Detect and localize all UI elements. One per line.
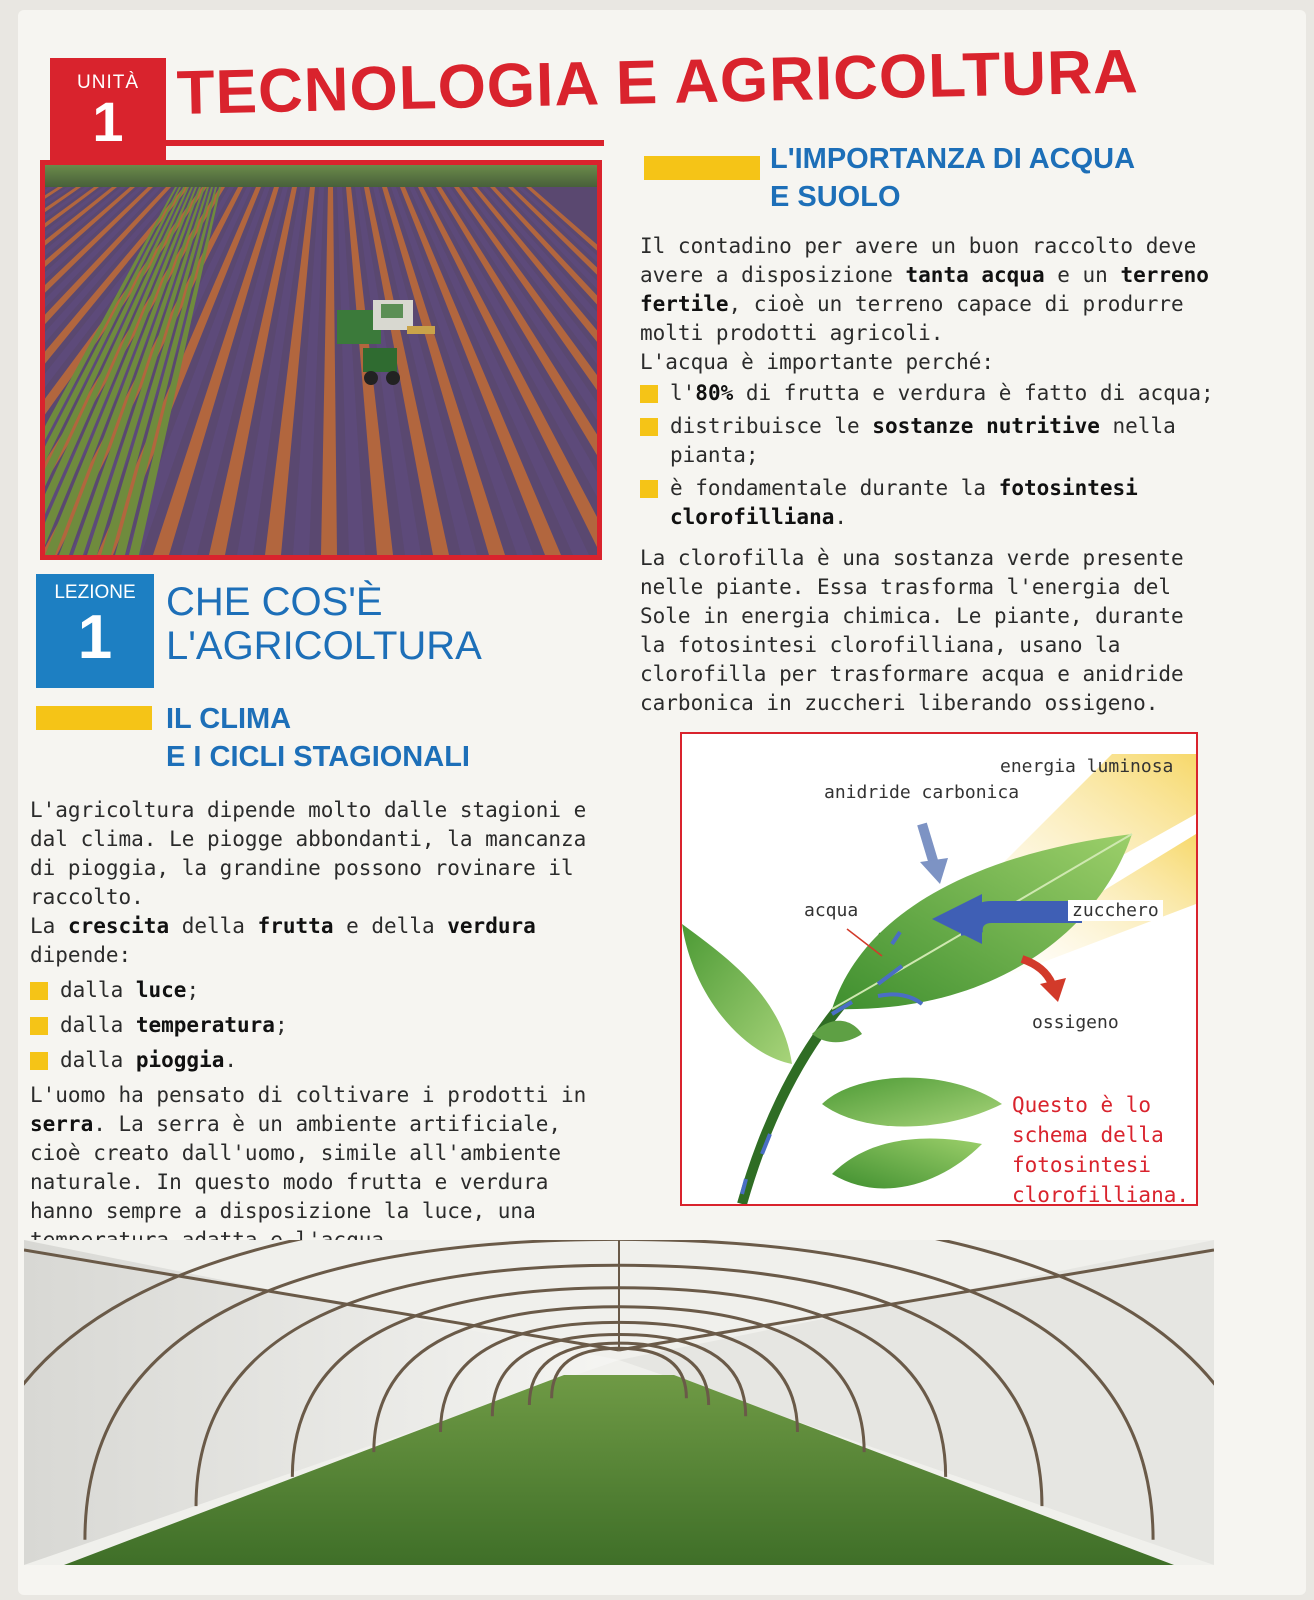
- water-title-line2: E SUOLO: [770, 181, 901, 213]
- text-span: Il contadino per avere un buon raccolto deve avere a disposizione: [640, 234, 1197, 287]
- bold-text: temperatura: [135, 1013, 275, 1037]
- leaf: [822, 1078, 1002, 1127]
- caption-line: Questo è lo: [1012, 1093, 1152, 1117]
- bold-crescita: crescita: [67, 914, 170, 938]
- text-span: L'uomo ha pensato di coltivare i prodotti in: [30, 1083, 587, 1107]
- bullet-item: [30, 976, 610, 1005]
- oxygen-arrow-head: [1040, 978, 1066, 1002]
- lesson-title: [166, 580, 482, 668]
- climate-paragraph-2: [30, 1081, 610, 1255]
- water-paragraph-2: L'acqua è importante perché:: [640, 350, 995, 374]
- text-span: l': [670, 381, 696, 405]
- leaf: [832, 1138, 982, 1188]
- text-span: dalla: [60, 978, 136, 1002]
- bullet-item: [640, 379, 1215, 408]
- text-span: dalla: [60, 1048, 136, 1072]
- title-underline: [166, 140, 604, 146]
- bold-text: luce: [135, 978, 187, 1002]
- climate-section-bar: [36, 706, 152, 730]
- water-body: [640, 232, 1215, 718]
- bullet-item: [30, 1046, 610, 1075]
- caption-line: clorofilliana.: [1012, 1183, 1190, 1206]
- text-span: ;: [274, 1013, 288, 1037]
- label-zucchero: zucchero: [1068, 900, 1163, 921]
- co2-arrow: [922, 824, 934, 864]
- bullet-text: [670, 379, 1214, 408]
- text-span: di frutta e verdura è fatto di acqua;: [733, 381, 1214, 405]
- diagram-caption: [1012, 1090, 1189, 1206]
- unit-title: TECNOLOGIA E AGRICOLTURA: [176, 37, 1140, 128]
- bold-frutta: frutta: [257, 914, 334, 938]
- text-span: della: [169, 914, 258, 938]
- text-span: La: [30, 914, 68, 938]
- label-acqua: acqua: [804, 900, 859, 921]
- bold-text: pioggia: [135, 1048, 225, 1072]
- bullet-text: [670, 474, 1215, 532]
- text-span: e della: [333, 914, 448, 938]
- climate-paragraph-1b: [30, 912, 610, 970]
- water-paragraph-3: La clorofilla è una sostanza verde presente nelle piante. Essa trasforma l'energia del Sole in energia chimica. Le piante, durante la fotosintesi clorofilliana, usano la clorofilla per trasformare acqua e anidride carbonica in zuccheri liberando ossigeno.: [640, 546, 1184, 715]
- bold-terreno-fertile: terreno fertile: [640, 263, 1209, 316]
- lesson-label: LEZIONE: [54, 582, 136, 603]
- climate-body: [30, 796, 610, 1255]
- climate-paragraph-1: L'agricoltura dipende molto dalle stagioni e dal clima. Le piogge abbondanti, la mancanza di pioggia, la grandine possono rovinare il raccolto.: [30, 798, 587, 909]
- label-anidride-carbonica: anidride carbonica: [824, 782, 1020, 803]
- climate-bullet-list: [30, 976, 610, 1075]
- bold-verdura: verdura: [447, 914, 536, 938]
- caption-line: fotosintesi: [1012, 1153, 1152, 1177]
- text-span: distribuisce le: [670, 414, 873, 438]
- bold-text: 80%: [695, 381, 734, 405]
- climate-title-line2: E I CICLI STAGIONALI: [166, 741, 470, 773]
- lavender-field-photo: [40, 160, 602, 560]
- bullet-square: [30, 1017, 48, 1035]
- bullet-item: [640, 412, 1215, 470]
- greenhouse-photo: [24, 1240, 1214, 1565]
- caption-line: schema della: [1012, 1123, 1164, 1147]
- bullet-item: [640, 474, 1215, 532]
- photosynthesis-diagram: [680, 732, 1198, 1206]
- text-span: dipende:: [30, 943, 132, 967]
- textbook-page: [18, 10, 1306, 1595]
- text-span: .: [834, 505, 848, 529]
- water-section-title: [770, 140, 1135, 216]
- bullet-text: [60, 1046, 237, 1075]
- bullet-text: [60, 976, 199, 1005]
- lesson-number: 1: [77, 603, 113, 672]
- bullet-item: [30, 1011, 610, 1040]
- lesson-badge: [36, 574, 154, 688]
- lesson-title-line1: CHE COS'È: [166, 580, 383, 624]
- bullet-text: [60, 1011, 288, 1040]
- text-span: è fondamentale durante la: [670, 476, 999, 500]
- oxygen-arrow: [1022, 959, 1052, 984]
- bold-text: fotosintesi clorofilliana: [670, 476, 1138, 529]
- unit-badge: [50, 58, 166, 162]
- text-span: ;: [186, 978, 200, 1002]
- unit-number: 1: [92, 90, 124, 153]
- text-span: . La serra è un ambiente artificiale, cioè creato dall'uomo, simile all'ambiente naturale. In questo modo frutta e verdura hanno sempre a disposizione la luce, una: [30, 1112, 562, 1223]
- bullet-square: [640, 480, 658, 498]
- bullet-square: [640, 385, 658, 403]
- text-span: .: [224, 1048, 238, 1072]
- water-bullet-list: [640, 379, 1215, 532]
- text-span: , cioè un terreno capace di produrre molti prodotti agricoli.: [640, 292, 1184, 345]
- water-title-line1: L'IMPORTANZA DI ACQUA: [770, 143, 1136, 175]
- lesson-title-line2: L'AGRICOLTURA: [166, 624, 482, 668]
- climate-section-title: [166, 700, 470, 776]
- unit-label: UNITÀ: [77, 72, 139, 93]
- bold-serra: serra: [30, 1112, 94, 1136]
- co2-arrow-head: [920, 858, 948, 884]
- bold-tanta-acqua: tanta acqua: [905, 263, 1045, 287]
- bullet-square: [640, 418, 658, 436]
- text-span: nella pianta;: [670, 414, 1176, 467]
- bold-text: sostanze nutritive: [872, 414, 1100, 438]
- label-energia-luminosa: energia luminosa: [1000, 756, 1174, 777]
- water-section-bar: [644, 156, 760, 180]
- leaf: [682, 924, 792, 1064]
- bullet-square: [30, 1052, 48, 1070]
- label-ossigeno: ossigeno: [1032, 1012, 1119, 1033]
- bullet-square: [30, 982, 48, 1000]
- water-paragraph-1: [640, 232, 1215, 348]
- text-span: dalla: [60, 1013, 136, 1037]
- bullet-text: [670, 412, 1215, 470]
- climate-title-line1: IL CLIMA: [166, 703, 292, 735]
- text-span: e un: [1044, 263, 1121, 287]
